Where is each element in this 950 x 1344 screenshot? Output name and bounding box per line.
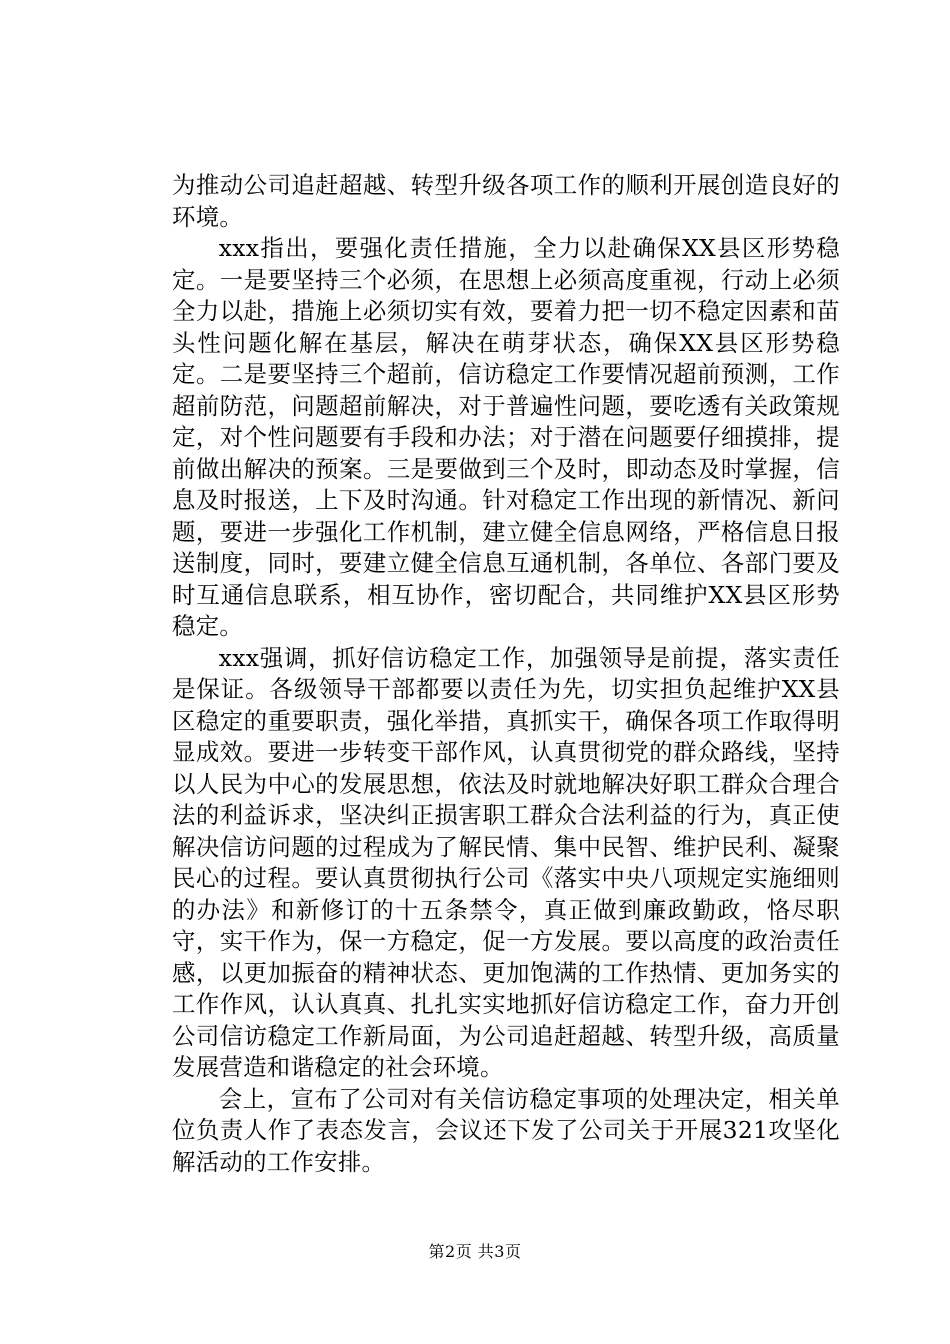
paragraph-leadership-emphasis: xxx强调，抓好信访稳定工作，加强领导是前提，落实责任是保证。各级领导干部都要以责任为先，切实担负起维护XX县区稳定的重要职责，强化举措，真抓实干，确保各项工作取得明显成效。要进一步转变干部作风，认真贯彻党的群众路线，坚持以人民为中心的发展思想，依法及时就地解决好职工群众合理合法的利益诉求，坚决纠正损害职工群众合法利益的行为，真正使解决信访问题的过程成为了解民情、集中民智、维护民利、凝聚民心的过程。要认真贯彻执行公司《落实中央八项规定实施细则的办法》和新修订的十五条禁令，真正做到廉政勤政，恪尽职守，实干作为，保一方稳定，促一方发展。要以高度的政治责任感，以更加振奋的精神状态、更加饱满的工作热情、更加务实的工作作风，认认真真、扎扎实实地抓好信访稳定工作，奋力开创公司信访稳定工作新局面，为公司追赶超越、转型升级，高质量发展营造和谐稳定的社会环境。	[172, 643, 840, 1081]
paragraph-responsibility-measures: xxx指出，要强化责任措施，全力以赴确保XX县区形势稳定。一是要坚持三个必须，在思想上必须高度重视，行动上必须全力以赴，措施上必须切实有效，要着力把一切不稳定因素和苗头性问题化解在基层，解决在萌芽状态，确保XX县区形势稳定。二是要坚持三个超前，信访稳定工作要情况超前预测，工作超前防范，问题超前解决，对于普遍性问题，要吃透有关政策规定，对个性问题要有手段和办法；对于潜在问题要仔细摸排，提前做出解决的预案。三是要做到三个及时，即动态及时掌握，信息及时报送，上下及时沟通。针对稳定工作出现的新情况、新问题，要进一步强化工作机制，建立健全信息网络，严格信息日报送制度，同时，要建立健全信息互通机制，各单位、各部门要及时互通信息联系，相互协作，密切配合，共同维护XX县区形势稳定。	[172, 234, 840, 640]
document-body	[172, 170, 840, 1178]
paragraph-meeting-summary: 会上，宣布了公司对有关信访稳定事项的处理决定，相关单位负责人作了表态发言，会议还下发了公司关于开展321攻坚化解活动的工作安排。	[172, 1084, 840, 1176]
page-number-footer: 第2页 共3页	[428, 1242, 522, 1261]
paragraph-continuation: 为推动公司追赶超越、转型升级各项工作的顺利开展创造良好的环境。	[172, 171, 840, 231]
